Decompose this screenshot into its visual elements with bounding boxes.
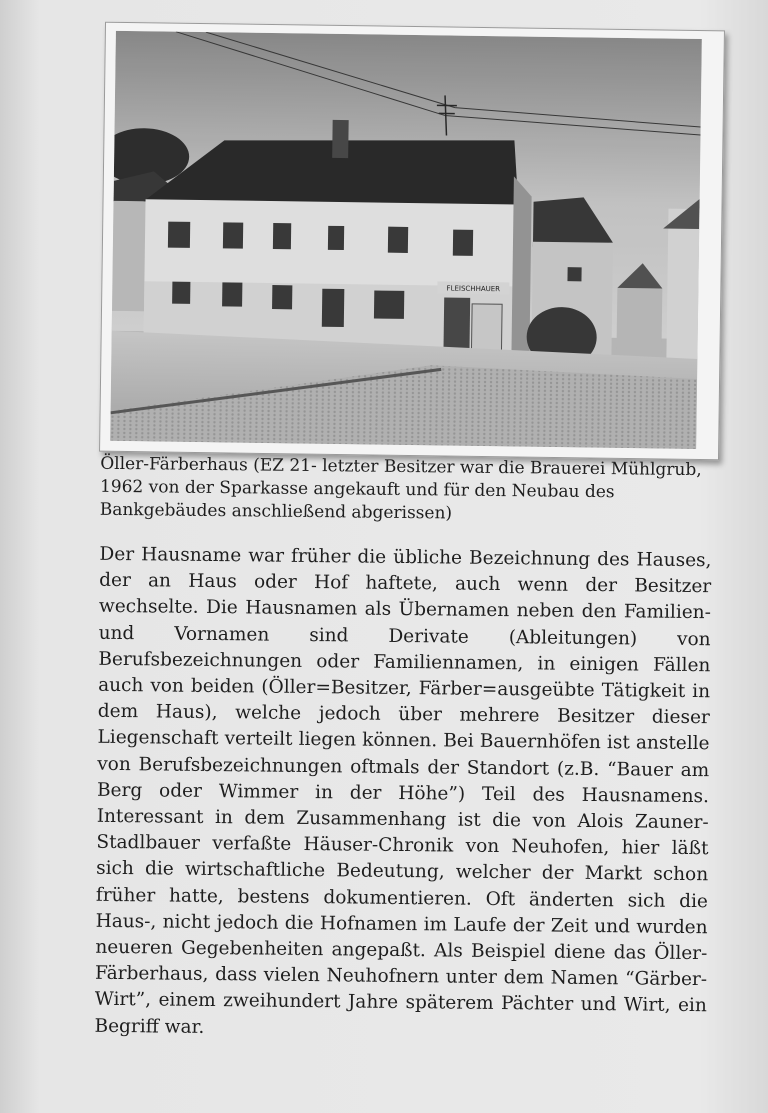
building-photograph (110, 31, 702, 449)
photo-caption: Öller-Färberhaus (EZ 21- letzter Besitzer war die Brauerei Mühlgrub, 1962 von der Sparkasse angekauft und für den Neubau des Bankgebäudes anschließend abgerissen) (99, 453, 702, 524)
photo-frame (99, 22, 725, 461)
shop-sign-text: FLEISCHHAUER (446, 284, 501, 294)
body-paragraph: Der Hausname war früher die übliche Bezeichnung des Hauses, der an Haus oder Hof haftete, auch wenn der Besitzer wechselte. Die Hausnamen als Übernamen neben den Familien- und Vornamen sind Derivate (Ableitungen) von Berufsbezeichnungen oder Familiennamen, in einigen Fällen auch von beiden (Öller=Besitzer, Färber=ausgeübte Tätigkeit in dem Haus), welche jedoch über mehrere Besitzer dieser Liegenschaft verteilt liegen können. Bei Bauernhöfen ist anstelle von Berufsbezeichnungen oftmals der Standort (z.B. “Bauer am Berg oder Wimmer in der Höhe”) Teil des Hausnamens. Interessant in dem Zusammenhang ist die von Alois Zauner-Stadlbauer verfaßte Häuser-Chronik von Neuhofen, hier läßt sich die wirtschaftliche Bedeutung, welcher der Markt schon früher hatte, bestens dokumentieren. Oft änderten sich die Haus-, nicht jedoch die Hofnamen im Laufe der Zeit und wurden neueren Gegebenheiten angepaßt. Als Beispiel diene das Öller-Färberhaus, dass vielen Neuhofnern unter dem Namen “Gärber-Wirt”, einem zweihundert Jahre späterem Pächter und Wirt, ein Begriff war. (94, 543, 712, 1038)
photo-illustration (110, 31, 702, 449)
